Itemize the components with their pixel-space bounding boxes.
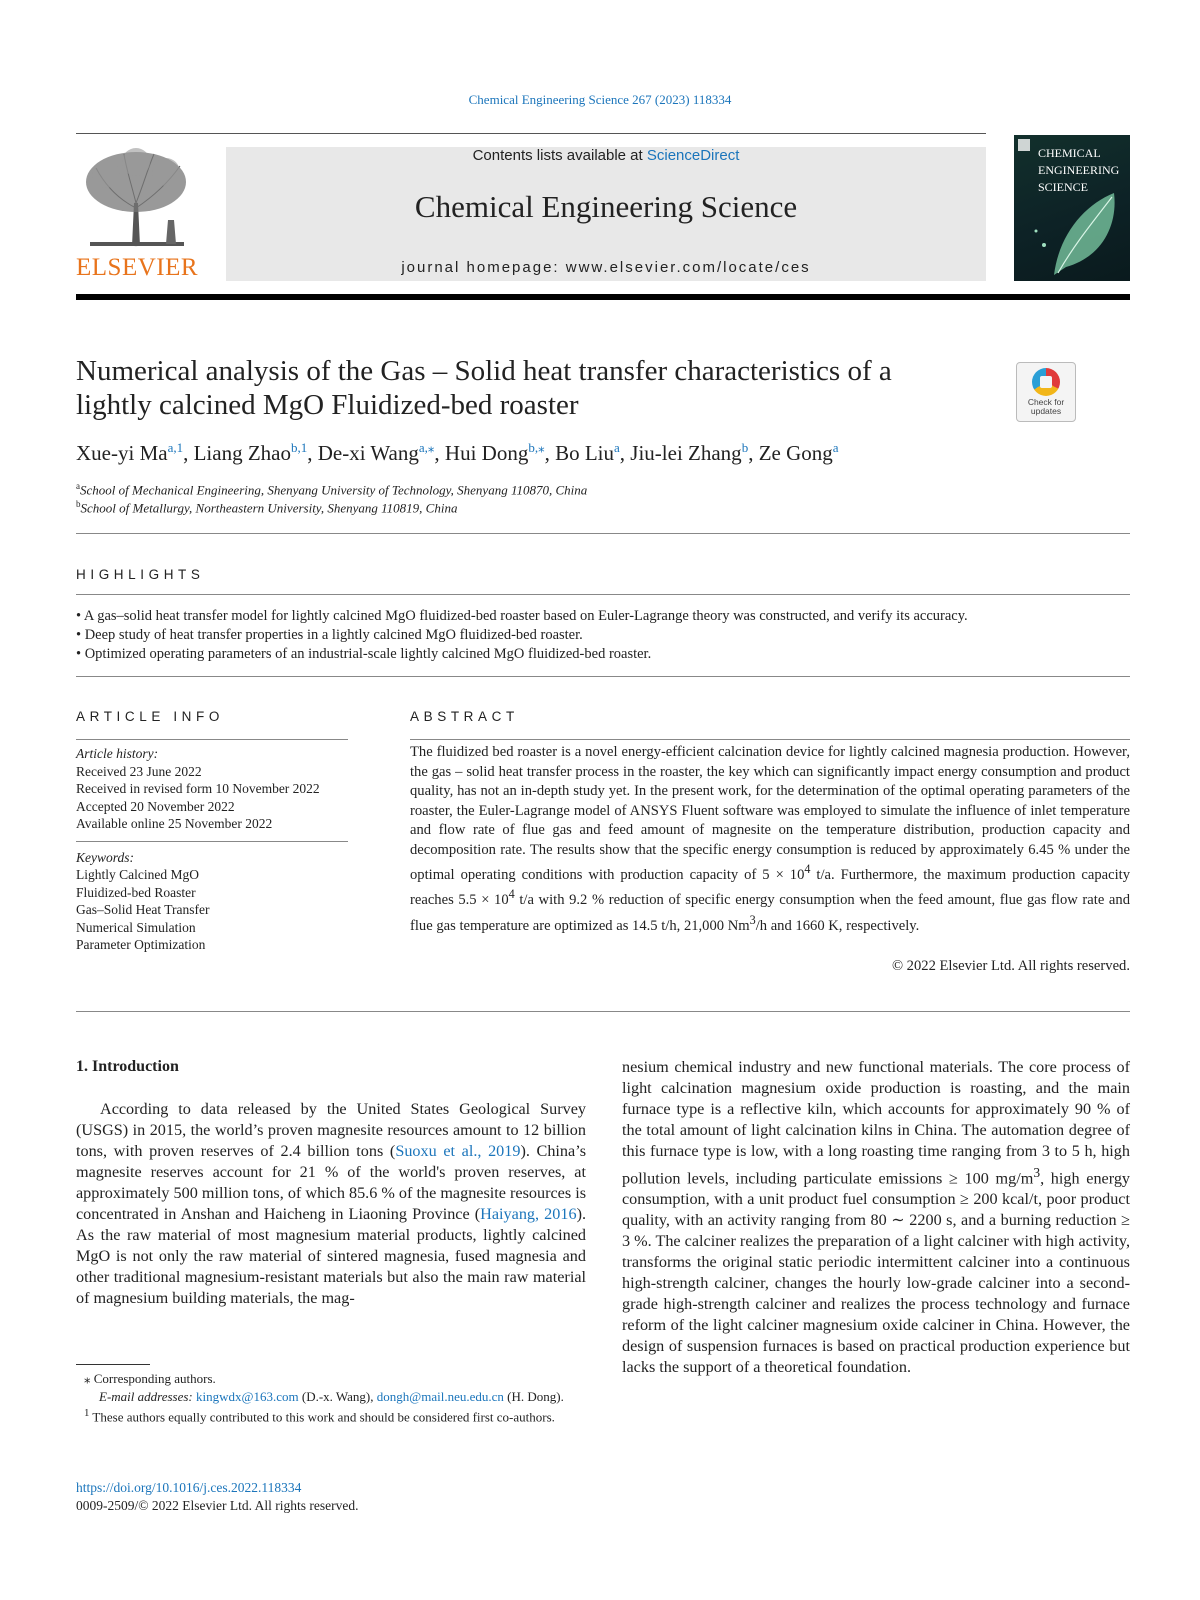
paragraph-sup: 3 — [1033, 1165, 1041, 1180]
affiliation-b — [76, 499, 457, 516]
history-heading: Article history: — [76, 746, 159, 761]
journal-cover-image[interactable] — [1014, 135, 1130, 281]
affiliation-sup: b — [76, 499, 81, 509]
contents-prefix: Contents lists available at — [472, 147, 647, 164]
paragraph-text: ). China’s magnesite reserves account for 21 % of the world's proven reserves, at approximately 500 million tons, of which 85.6 % of the magnesite resources is concentrated in Anshan and Haicheng in Liaoning Province ( — [76, 1142, 586, 1223]
publisher-name: ELSEVIER — [76, 254, 199, 281]
doi-block — [76, 1479, 358, 1514]
highlights-list — [76, 607, 1130, 664]
corresponding-note: ⁎ Corresponding authors. — [84, 1371, 216, 1386]
divider — [76, 739, 348, 740]
affiliation-a — [76, 481, 587, 498]
section-heading: 1. Introduction — [76, 1058, 179, 1075]
author-name[interactable]: Bo Liu — [555, 441, 615, 465]
email-label: E-mail addresses: — [99, 1388, 197, 1404]
check-for-updates-button[interactable] — [1016, 362, 1076, 422]
paragraph-text: According to data released by the United States Geological Survey (USGS) in 2015, the world’s proven magnesite resources amount to 12 billion tons, with proven reserves of 2.4 billion tons ( — [76, 1100, 586, 1160]
abstract-text — [410, 743, 1130, 936]
highlight-item: • Deep study of heat transfer properties in a lightly calcined MgO fluidized-bed roaster. — [76, 627, 583, 643]
divider — [410, 739, 1130, 740]
abstract-sup: 4 — [804, 862, 811, 876]
author-affil-sup[interactable]: a,1 — [167, 440, 184, 455]
paper-title-line-1: Numerical analysis of the Gas – Solid heat transfer characteristics of a — [76, 355, 892, 387]
abstract-sup: 3 — [749, 912, 756, 927]
author-name[interactable]: Xue-yi Ma — [76, 441, 168, 465]
citation-link[interactable]: Haiyang, 2016 — [480, 1205, 577, 1223]
abstract-text-part: /h and 1660 K, respectively. — [755, 917, 920, 934]
author-affil-sup[interactable]: b,⁎ — [528, 440, 545, 455]
paragraph-text: nesium chemical industry and new functional materials. The core process of light calcination magnesium oxide production is roasting, and the main furnace type is a reflective kiln, which accounts for approximately 90 % of the total amount of light calcination kilns in China. The automation degree of this furnace type is low, with a long roasting time ranging from 3 to 5 h, high pollution levels, including particulate emissions ≥ 100 mg/m — [622, 1058, 1130, 1188]
paragraph — [76, 1099, 586, 1309]
footnote-sup: 1 — [84, 1407, 90, 1419]
abstract-text-part: t/a with 9.2 % reduction of specific energy consumption when the feed amount, flue gas flow rate and flue gas temperature are optimized as 14.5 t/h, 21,000 Nm — [410, 892, 1130, 934]
citation-link[interactable]: Suoxu et al., 2019 — [395, 1142, 521, 1160]
author-affil-sup[interactable]: b — [741, 440, 749, 455]
keyword: Lightly Calcined MgO — [76, 867, 199, 882]
email-link[interactable]: dongh@mail.neu.edu.cn — [376, 1388, 504, 1404]
divider — [76, 676, 1130, 677]
author-affil-sup[interactable]: a — [614, 440, 620, 455]
contents-line — [226, 147, 986, 164]
author-name[interactable]: Ze Gong — [758, 441, 833, 465]
history-item: Accepted 20 November 2022 — [76, 798, 235, 814]
highlight-item: • Optimized operating parameters of an industrial-scale lightly calcined MgO fluidized-bed roaster. — [76, 646, 652, 662]
paragraph — [622, 1057, 1130, 1378]
journal-homepage-link[interactable]: journal homepage: www.elsevier.com/locate/ces — [401, 259, 811, 276]
journal-title: Chemical Engineering Science — [414, 189, 798, 224]
divider — [76, 841, 348, 842]
cover-title: CHEMICAL ENGINEERING SCIENCE — [1038, 146, 1120, 194]
author-name[interactable]: Liang Zhao — [193, 441, 291, 465]
author-affil-sup[interactable]: b,1 — [290, 440, 308, 455]
history-item: Available online 25 November 2022 — [76, 816, 273, 831]
author-affil-sup[interactable]: a,⁎ — [418, 440, 435, 455]
email-owner: (H. Dong). — [503, 1388, 564, 1404]
paper-title-line-2: lightly calcined MgO Fluidized-bed roaster — [76, 389, 579, 421]
highlight-item: • A gas–solid heat transfer model for lightly calcined MgO fluidized-bed roaster based on Euler-Lagrange theory was constructed, and verify its accuracy. — [76, 608, 968, 624]
paper-title — [76, 354, 1006, 422]
keyword: Numerical Simulation — [76, 919, 196, 935]
masthead-rule — [76, 294, 1130, 300]
article-info-label: ARTICLE INFO — [76, 709, 224, 724]
keyword: Parameter Optimization — [76, 937, 206, 952]
publisher-logo[interactable] — [76, 148, 198, 282]
crossmark-icon — [1032, 368, 1060, 396]
footnote-text: These authors equally contributed to this work and should be considered first co-authors. — [89, 1409, 555, 1425]
journal-masthead — [226, 147, 986, 281]
footnote-rule — [76, 1364, 150, 1365]
author-list: Xue-yi Ma$^{a,1}$, Liang Zhao$^{b,1}$, De-xi Wang$^{a,⁎}$, Hui Dong$^{b,⁎}$, Bo Liu$^a$, Jiu-lei Zhang$^b$, Ze Gong$^a$ — [76, 440, 839, 465]
paragraph-text: ). As the raw material of most magnesium material products, lightly calcined MgO is not only the raw material of sintered magnesia, fused magnesia and other traditional magnesium-resistant materials but also the main raw material of magnesium building materials, the mag- — [76, 1205, 586, 1307]
author-affil-sup[interactable]: a — [832, 440, 839, 455]
affiliation-text: School of Mechanical Engineering, Shenyang University of Technology, Shenyang 110870, China — [80, 482, 588, 498]
email-link[interactable]: kingwdx@163.com — [196, 1388, 299, 1404]
keyword: Gas–Solid Heat Transfer — [76, 902, 210, 917]
keyword: Fluidized-bed Roaster — [76, 884, 196, 900]
tree-emblem-icon — [76, 148, 198, 248]
abstract-text-part: The fluidized bed roaster is a novel energy-efficient calcination device for lightly calcined magnesia production. However, the gas – solid heat transfer process in the roaster, the key which can significantly impact energy consumption and product quality, has not an in-depth study yet. In the present work, for the determination of the optimal operating parameters of the roaster, the Euler-Lagrange model of ANSYS Fluent software was employed to simulate the influence of inlet temperature and flow rate of flue gas and feed amount of magnesite on the temperature distribution, production capacity and decomposition rate. The results show that the specific energy consumption is reduced by approximately 6.45 % under the optimal operating conditions with production capacity of 5 × 10 — [410, 744, 1130, 883]
author-name[interactable]: De-xi Wang — [317, 441, 419, 465]
abstract-label: ABSTRACT — [410, 709, 519, 724]
sciencedirect-link[interactable]: ScienceDirect — [646, 147, 740, 164]
check-for-updates-label: Check for updates — [1027, 397, 1065, 416]
author-name[interactable]: Hui Dong — [444, 441, 529, 465]
history-item: Received in revised form 10 November 2022 — [76, 781, 320, 796]
keywords-heading: Keywords: — [76, 849, 134, 865]
paragraph-text: , high energy consumption, with a unit product fuel consumption ≥ 200 kcal/t, poor product quality, with an activity ranging from 80 ∼ 2200 s, and a burning reduction ≥ 3 %. The calciner realizes the preparation of a light calciner with high activity, transforms the original static periodic intermittent calciner into a continuous high-strength calciner, changes the hourly low-grade calciner into a second-grade high-strength calciner and realizes the process technology and furnace reform of the light calciner magnesium oxide calciner in China. However, the design of suspension furnaces is based on practical production experience but lacks the support of a theoretical foundation. — [622, 1169, 1131, 1377]
body-column-right — [622, 1057, 1130, 1378]
author-name[interactable]: Jiu-lei Zhang — [630, 441, 742, 465]
highlights-label: HIGHLIGHTS — [76, 567, 205, 582]
divider — [76, 533, 1130, 534]
top-rule — [76, 133, 986, 134]
equal-contribution-note — [76, 1405, 586, 1426]
footnotes — [76, 1370, 586, 1426]
abstract-sup: 4 — [508, 887, 515, 902]
abstract-copyright: © 2022 Elsevier Ltd. All rights reserved. — [891, 958, 1130, 974]
divider — [76, 594, 1130, 595]
affiliation-sup: a — [76, 481, 80, 491]
article-info — [76, 745, 348, 954]
abstract-text-part: t/a. Furthermore, the maximum production capacity reaches 5.5 × 10 — [410, 866, 1130, 909]
body-column-left — [76, 1099, 586, 1309]
history-item: Received 23 June 2022 — [76, 763, 202, 779]
journal-citation-link[interactable]: Chemical Engineering Science 267 (2023) 118334 — [468, 92, 732, 107]
email-note — [76, 1388, 586, 1406]
email-owner: (D.-x. Wang), — [298, 1388, 377, 1404]
affiliation-text: School of Metallurgy, Northeastern University, Shenyang 110819, China — [80, 500, 458, 516]
doi-link[interactable]: https://doi.org/10.1016/j.ces.2022.118334 — [76, 1480, 302, 1495]
issn-line: 0009-2509/© 2022 Elsevier Ltd. All rights reserved. — [76, 1497, 359, 1513]
divider — [76, 1011, 1130, 1012]
leaf-icon — [1014, 135, 1130, 281]
